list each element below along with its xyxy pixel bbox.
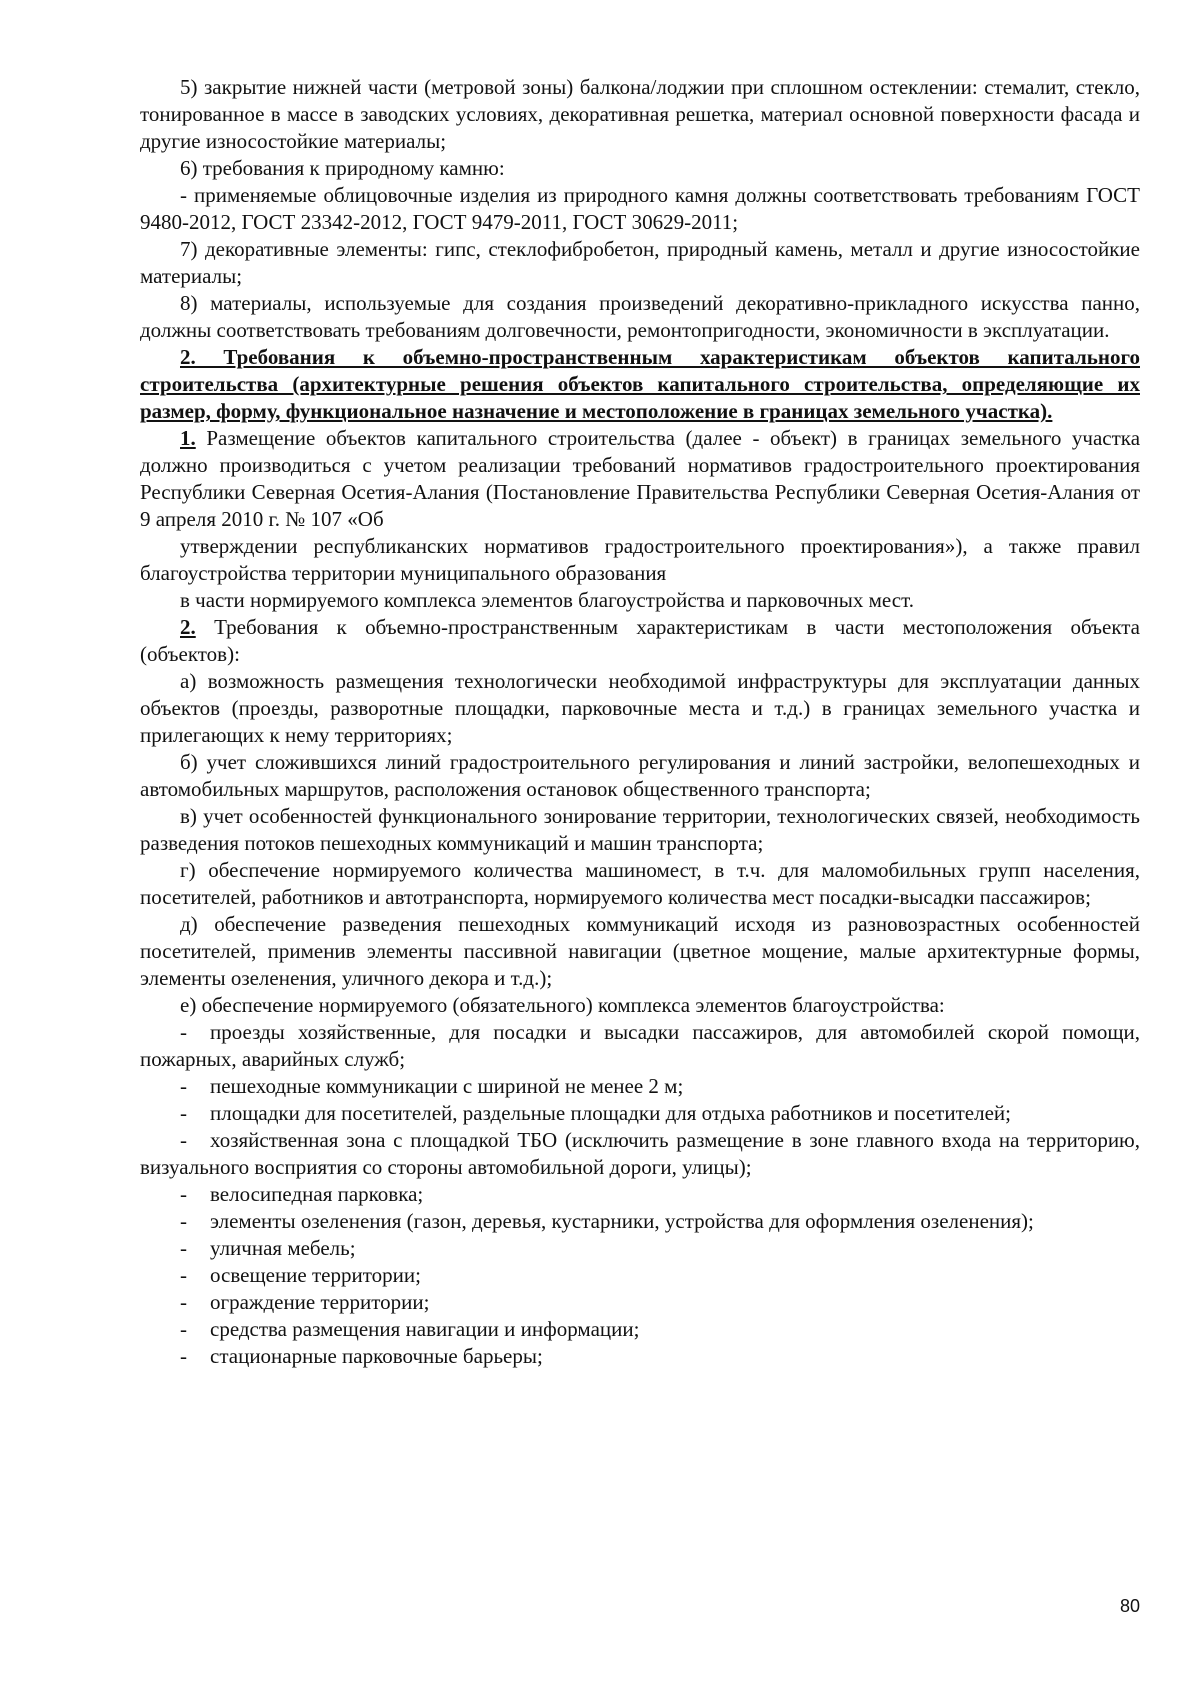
list-item-text: средства размещения навигации и информации; [210, 1317, 640, 1341]
dash-marker: - [180, 1263, 187, 1287]
paragraph-5: 5) закрытие нижней части (метровой зоны) балкона/лоджии при сплошном остеклении: стемалит, стекло, тонированное в массе в заводских условиях, декоративная решетка, материал основной поверхности фасада и другие износостойкие материалы; [140, 75, 1140, 153]
paragraph-8: 8) материалы, используемые для создания произведений декоративно-прикладного искусства панно, должны соответствовать требованиям долговечности, ремонтопригодности, экономичности в эксплуатации. [140, 291, 1140, 342]
list-item-text: площадки для посетителей, раздельные площадки для отдыха работников и посетителей; [210, 1101, 1011, 1125]
dash-marker: - [180, 1182, 187, 1206]
letter-item: б) учет сложившихся линий градостроительного регулирования и линий застройки, велопешеходных и автомобильных маршрутов, расположения остановок общественного транспорта; [140, 750, 1140, 801]
item-2-text: Требования к объемно-пространственным характеристикам в части местоположения объекта (объектов): [140, 615, 1141, 666]
item-1-number: 1. [180, 426, 196, 450]
list-item-text: стационарные парковочные барьеры; [210, 1344, 543, 1368]
list-item [140, 1019, 1140, 1073]
section-heading: 2. Требования к объемно-пространственным характеристикам объектов капитального строительства (архитектурные решения объектов капитального строительства, определяющие их размер, форму, функциональное назначение и местоположение в границах земельного участка). [140, 345, 1140, 423]
letter-item: д) обеспечение разведения пешеходных коммуникаций исходя из разновозрастных особенностей посетителей, применив элементы пассивной навигации (цветное мощение, малые архитектурные формы, элементы озеленения, уличного декора и т.д.); [140, 912, 1140, 990]
dash-marker: - [180, 1236, 187, 1260]
list-item [140, 1073, 1140, 1100]
list-item [140, 1100, 1140, 1127]
dash-marker: - [180, 1317, 187, 1341]
list-item-text: уличная мебель; [210, 1236, 356, 1260]
list-item [140, 1262, 1140, 1289]
page-number: 80 [1119, 1596, 1140, 1616]
dash-marker: - [180, 1209, 187, 1233]
list-item-text: проезды хозяйственные, для посадки и высадки пассажиров, для автомобилей скорой помощи, пожарных, аварийных служб; [140, 1020, 1140, 1071]
dash-marker: - [180, 1344, 187, 1368]
document-page [140, 74, 1140, 1370]
dash-marker: - [180, 1020, 187, 1044]
dash-marker: - [180, 1101, 187, 1125]
letter-item: г) обеспечение нормируемого количества машиномест, в т.ч. для маломобильных групп населения, посетителей, работников и автотранспорта, нормируемого количества мест посадки-высадки пассажиров; [140, 858, 1140, 909]
list-item-text: хозяйственная зона с площадкой ТБО (исключить размещение в зоне главного входа на территорию, визуального восприятия со стороны автомобильной дороги, улицы); [140, 1128, 1140, 1179]
list-item-text: велосипедная парковка; [210, 1182, 424, 1206]
paragraph-stone: - применяемые облицовочные изделия из природного камня должны соответствовать требованиям ГОСТ 9480-2012, ГОСТ 23342-2012, ГОСТ 9479-2011, ГОСТ 30629-2011; [140, 183, 1140, 234]
list-item-text: пешеходные коммуникации с шириной не менее 2 м; [210, 1074, 684, 1098]
paragraph-6: 6) требования к природному камню: [180, 156, 505, 180]
letter-item: а) возможность размещения технологически необходимой инфраструктуры для эксплуатации данных объектов (проезды, разворотные площадки, парковочные места и т.д.) в границах земельного участка и прилегающих к нему территориях; [140, 669, 1140, 747]
list-item [140, 1127, 1140, 1181]
item-1 [140, 425, 1140, 533]
item-1-continuation-2: в части нормируемого комплекса элементов благоустройства и парковочных мест. [180, 588, 914, 612]
list-item [140, 1316, 1140, 1343]
item-1-text: Размещение объектов капитального строительства (далее - объект) в границах земельного участка должно производиться с учетом реализации требований нормативов градостроительного проектирования Республики Северная Осетия-Алания (Постановление Правительства Республики Северная Осетия-Алания от 9 апреля 2010 г. № 107 «Об [140, 426, 1141, 531]
letter-item: в) учет особенностей функционального зонирование территории, технологических связей, необходимость разведения потоков пешеходных коммуникаций и машин транспорта; [140, 804, 1140, 855]
list-item [140, 1181, 1140, 1208]
list-item [140, 1343, 1140, 1370]
letter-item: е) обеспечение нормируемого (обязательного) комплекса элементов благоустройства: [180, 993, 945, 1017]
list-item [140, 1235, 1140, 1262]
item-2 [140, 614, 1140, 668]
item-1-continuation: утверждении республиканских нормативов градостроительного проектирования»), а также правил благоустройства территории муниципального образования [140, 534, 1140, 585]
list-item-text: элементы озеленения (газон, деревья, кустарники, устройства для оформления озеленения); [210, 1209, 1034, 1233]
list-item [140, 1289, 1140, 1316]
list-item-text: ограждение территории; [210, 1290, 430, 1314]
list-item [140, 1208, 1140, 1235]
dash-marker: - [180, 1074, 187, 1098]
item-2-number: 2. [180, 615, 196, 639]
dash-marker: - [180, 1290, 187, 1314]
dash-marker: - [180, 1128, 187, 1152]
list-item-text: освещение территории; [210, 1263, 421, 1287]
paragraph-7: 7) декоративные элементы: гипс, стеклофибробетон, природный камень, металл и другие износостойкие материалы; [140, 237, 1140, 288]
